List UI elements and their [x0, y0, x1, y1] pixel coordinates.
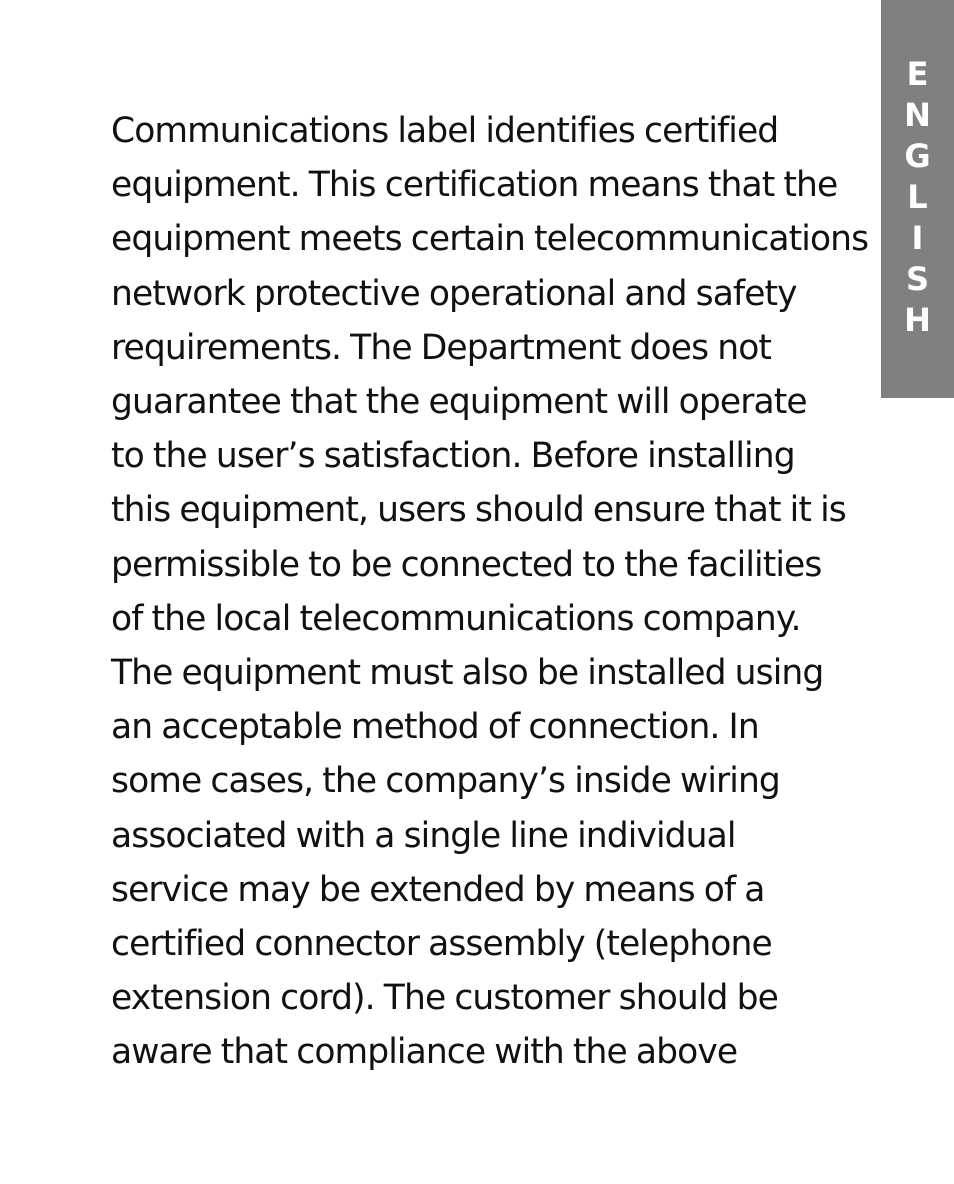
text-line: this equipment, users should ensure that it is	[111, 490, 846, 531]
language-tab-letter: E	[906, 55, 929, 93]
text-line: equipment. This certification means that the	[111, 165, 838, 206]
text-line: extension cord). The customer should be	[111, 978, 778, 1019]
text-line: of the local telecommunications company.	[111, 598, 801, 639]
text-line: permissible to be connected to the facilities	[111, 544, 822, 585]
text-line: service may be extended by means of a	[111, 869, 765, 910]
language-tab-letter: H	[904, 301, 931, 339]
body-paragraph	[111, 104, 869, 1080]
text-line: The equipment must also be installed using	[111, 653, 824, 694]
text-line: network protective operational and safety	[111, 273, 797, 314]
text-line: equipment meets certain telecommunications	[111, 219, 869, 260]
text-line: some cases, the company’s inside wiring	[111, 761, 780, 802]
text-line: associated with a single line individual	[111, 815, 736, 856]
language-tab-letter: G	[904, 137, 931, 175]
language-tab-letter: L	[907, 178, 928, 216]
text-line: to the user’s satisfaction. Before installing	[111, 436, 795, 477]
text-line: requirements. The Department does not	[111, 327, 772, 368]
text-line: guarantee that the equipment will operate	[111, 382, 807, 423]
text-line: aware that compliance with the above	[111, 1032, 738, 1073]
language-tab-letter: S	[905, 260, 930, 298]
language-tab-letter: I	[911, 219, 924, 257]
language-tab-english	[881, 0, 954, 398]
text-line: an acceptable method of connection. In	[111, 707, 759, 748]
text-line: Communications label identifies certified	[111, 111, 779, 151]
language-tab-letter: N	[904, 96, 931, 134]
text-line: certified connector assembly (telephone	[111, 924, 772, 965]
